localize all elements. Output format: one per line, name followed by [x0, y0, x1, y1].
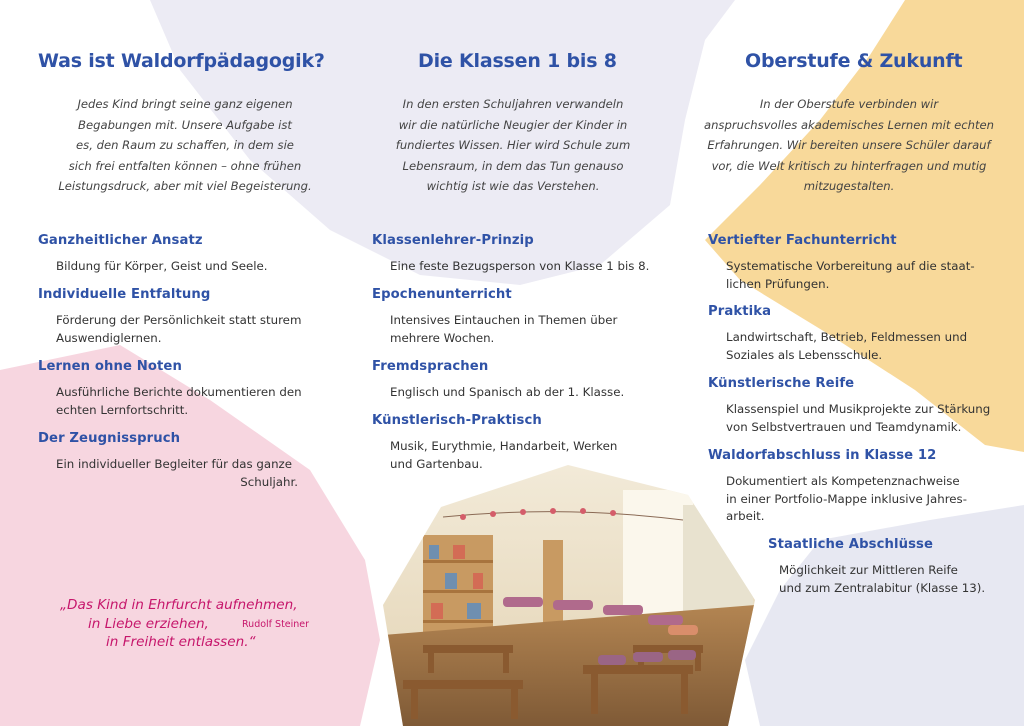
col1-item-title: Individuelle Entfaltung: [38, 287, 211, 302]
col1-title: Was ist Waldorfpädagogik?: [38, 50, 325, 72]
col3-item-text: Klassenspiel und Musikprojekte zur Stärkung von Selbstvertrauen und Teamdynamik.: [726, 402, 991, 434]
col3-item-text: Systematische Vorbereitung auf die staat- lichen Prüfungen.: [726, 259, 975, 291]
col3-item-text: Möglichkeit zur Mittleren Reife und zum Zentralabitur (Klasse 13).: [779, 563, 986, 595]
col2-item-text: Intensives Eintauchen in Themen über mehrere Wochen.: [390, 313, 618, 345]
col3-item-title: Vertiefter Fachunterricht: [708, 233, 897, 248]
col2-item-title: Klassenlehrer-Prinzip: [372, 233, 534, 248]
col3-title: Oberstufe & Zukunft: [745, 50, 963, 72]
col3-intro: In der Oberstufe verbinden wir anspruchsvolles akademisches Lernen mit echten Erfahrungen. Wir bereiten unsere Schüler darauf vor, die Welt kritisch zu hinterfragen und mutig mitzugestalten.: [703, 97, 995, 193]
col1-item-title: Lernen ohne Noten: [38, 359, 182, 374]
col1-item-text: Ausführliche Berichte dokumentieren den echten Lernfortschritt.: [56, 385, 302, 417]
col2-item-title: Fremdsprachen: [372, 359, 489, 374]
col1-item-text: Bildung für Körper, Geist und Seele.: [56, 259, 268, 273]
col3-item-text: Dokumentiert als Kompetenznachweise in einer Portfolio-Mappe inklusive Jahres- arbeit.: [726, 474, 967, 523]
col2-item-text: Englisch und Spanisch ab der 1. Klasse.: [390, 385, 625, 399]
quote-author: Rudolf Steiner: [242, 619, 310, 630]
col2-item-text: Eine feste Bezugsperson von Klasse 1 bis 8.: [390, 259, 650, 273]
col3-item-title: Waldorfabschluss in Klasse 12: [708, 448, 937, 463]
steiner-quote: „Das Kind in Ehrfurcht aufnehmen, in Liebe erziehen, in Freiheit entlassen.“: [60, 597, 298, 650]
col1-intro: Jedes Kind bringt seine ganz eigenen Begabungen mit. Unsere Aufgabe ist es, den Raum zu schaffen, in dem sie sich frei entfalten können – ohne frühen Leistungsdruck, aber mit viel Begeisterung.: [58, 97, 312, 193]
col2-item-title: Epochenunterricht: [372, 287, 512, 302]
col2-intro: In den ersten Schuljahren verwandeln wir die natürliche Neugier der Kinder in fundiertes Wissen. Hier wird Schule zum Lebensraum, in dem das Tun genauso wichtig ist wie das Verstehen.: [395, 97, 631, 193]
col3-item-title: Praktika: [708, 304, 772, 319]
col3-item-title: Staatliche Abschlüsse: [768, 537, 934, 552]
classroom-photo: [383, 465, 755, 726]
col2-item-title: Künstlerisch-Praktisch: [372, 413, 542, 428]
col3-item-title: Künstlerische Reife: [708, 376, 855, 391]
col2-title: Die Klassen 1 bis 8: [418, 50, 617, 72]
col3-item-text: Landwirtschaft, Betrieb, Feldmessen und Soziales als Lebensschule.: [726, 330, 968, 362]
col1-item-title: Ganzheitlicher Ansatz: [38, 233, 203, 248]
col1-item-text: Ein individueller Begleiter für das ganze Schuljahr.: [56, 457, 298, 489]
col2-item-text: Musik, Eurythmie, Handarbeit, Werken und Gartenbau.: [390, 439, 618, 471]
col1-item-text: Förderung der Persönlichkeit statt sturem Auswendiglernen.: [56, 313, 302, 345]
col1-item-title: Der Zeugnisspruch: [38, 431, 181, 446]
